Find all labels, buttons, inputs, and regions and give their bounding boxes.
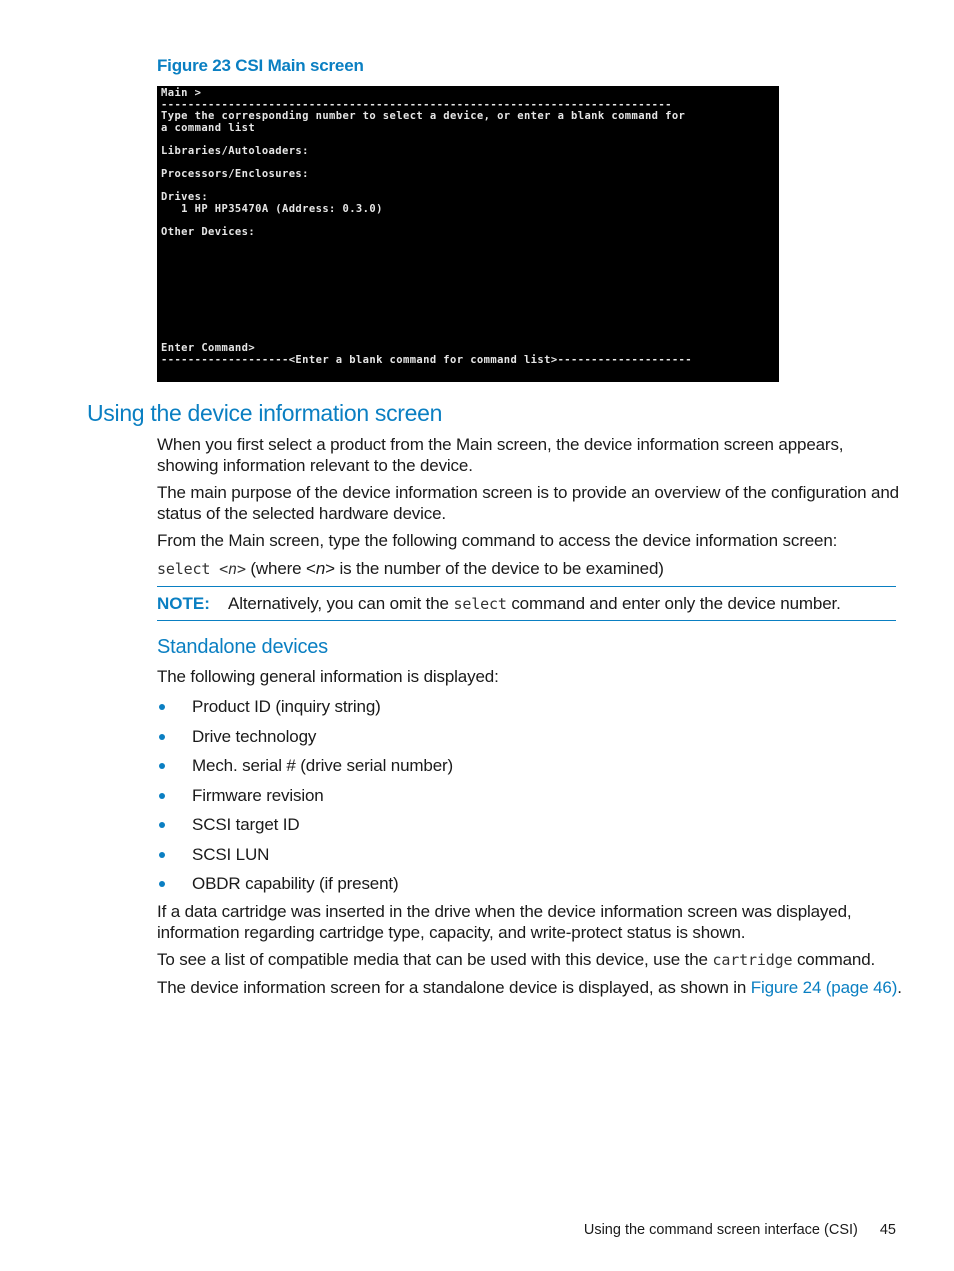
- command-code: select <: [157, 560, 229, 578]
- bullet-icon: [159, 734, 165, 740]
- section-paragraph-2: The main purpose of the device information screen is to provide an overview of the configuration and status of the selected hardware device.: [157, 483, 899, 523]
- bullet-icon: [159, 763, 165, 769]
- note-label: NOTE:: [157, 594, 210, 613]
- bullet-icon: [159, 793, 165, 799]
- list-item-text: Firmware revision: [192, 785, 324, 805]
- bullet-icon: [159, 822, 165, 828]
- command-code-end: >: [236, 560, 246, 578]
- list-item-text: SCSI target ID: [192, 815, 300, 834]
- reference-paragraph: [157, 977, 902, 998]
- media-text-before: To see a list of compatible media that can be used with this device, use the: [157, 950, 713, 969]
- list-item-text: Drive technology: [192, 726, 317, 746]
- list-item: [157, 754, 453, 784]
- note-text: [228, 594, 841, 614]
- command-description-2: > is the number of the device to be examined): [325, 559, 664, 578]
- cartridge-paragraph: If a data cartridge was inserted in the drive when the device information screen was displayed, information regarding cartridge type, capacity, and write-protect status is shown.: [157, 902, 852, 942]
- terminal-text: Main > ---------------------------------------------------------------------------- Type the corresponding number to select a device, or enter a blank command for a command list Libraries/Autoloaders: Processors/Enclosures: Drives: 1 HP HP35470A (Address: 0.3.0) Other Devices: Enter Command> -------------------<Enter a blank command for command list>--------------------: [161, 87, 693, 366]
- bullet-list: [157, 695, 453, 902]
- subsection-intro: The following general information is displayed:: [157, 667, 499, 686]
- list-item: [157, 725, 453, 755]
- note-text-after: command and enter only the device number.: [506, 594, 841, 613]
- section-paragraph-3: From the Main screen, type the following command to access the device information screen:: [157, 531, 838, 550]
- section-paragraph-1: When you first select a product from the Main screen, the device information screen appears, showing information relevant to the device.: [157, 435, 844, 475]
- command-variable: n: [228, 560, 237, 578]
- reference-text-before: The device information screen for a standalone device is displayed, as shown in: [157, 978, 751, 997]
- list-item: [157, 843, 453, 873]
- media-text-after: command.: [792, 950, 876, 969]
- figure-24-link[interactable]: Figure 24 (page 46): [750, 978, 898, 997]
- reference-text-after: .: [897, 978, 902, 997]
- list-item: [157, 872, 453, 902]
- command-description-var: n: [315, 559, 326, 578]
- footer-title: Using the command screen interface (CSI): [583, 1222, 858, 1238]
- page-footer: [584, 1222, 896, 1238]
- note-code: select: [453, 595, 507, 613]
- subsection-title: Standalone devices: [157, 636, 328, 658]
- command-description-1: (where <: [245, 559, 316, 578]
- list-item: [157, 813, 453, 843]
- terminal-screenshot: [157, 86, 779, 382]
- list-item-text: SCSI LUN: [192, 844, 270, 864]
- figure-caption: Figure 23 CSI Main screen: [157, 56, 364, 75]
- page-number: 45: [879, 1222, 896, 1238]
- list-item: [157, 695, 453, 725]
- list-item-text: Mech. serial # (drive serial number): [192, 756, 454, 775]
- bullet-icon: [159, 852, 165, 858]
- list-item-text: OBDR capability (if present): [192, 874, 399, 893]
- list-item: [157, 784, 453, 814]
- media-paragraph: [157, 949, 902, 971]
- note-text-before: Alternatively, you can omit the: [228, 594, 454, 613]
- section-title: Using the device information screen: [87, 400, 443, 426]
- command-line: [157, 558, 902, 580]
- note-box: [157, 586, 896, 621]
- bullet-icon: [159, 881, 165, 887]
- media-code: cartridge: [712, 951, 793, 969]
- list-item-text: Product ID (inquiry string): [192, 697, 381, 716]
- bullet-icon: [159, 704, 165, 710]
